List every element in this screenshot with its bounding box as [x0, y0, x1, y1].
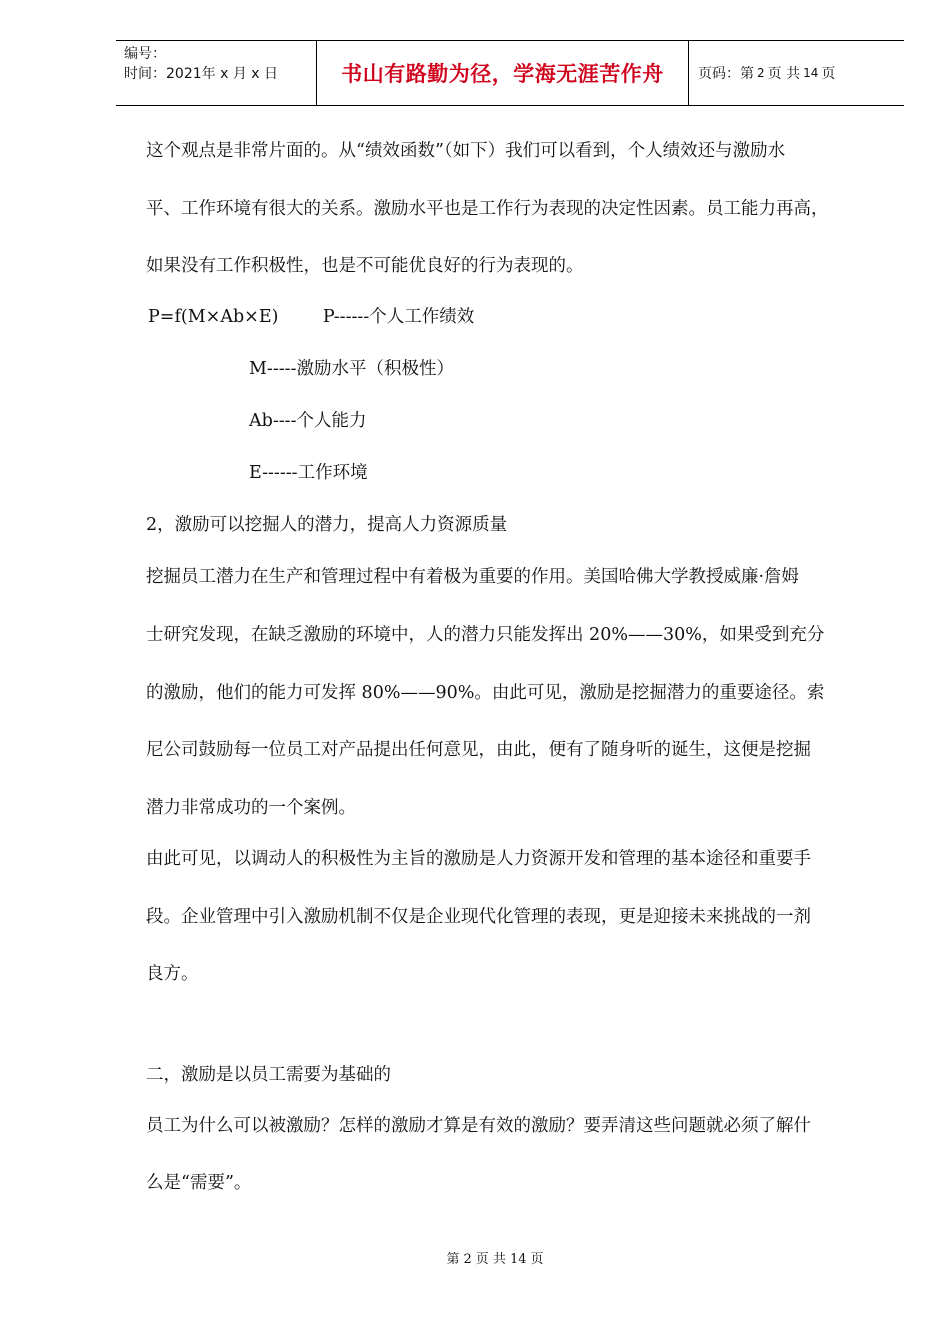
section-heading: 二，激励是以员工需要为基础的 [146, 1065, 391, 1085]
paragraph-line: 么是“需要”。 [146, 1173, 252, 1193]
formula-line: P=f(M×Ab×E) P------个人工作绩效 [148, 307, 475, 327]
header-page-mid: 页 共 [767, 66, 801, 82]
header-number: 编号： [124, 46, 166, 62]
header-page-total: 14 [803, 66, 819, 80]
header-page-end: 页 [821, 66, 836, 82]
footer-mid: 页 共 [475, 1252, 506, 1267]
footer-prefix: 第 [446, 1252, 460, 1267]
paragraph-line: 潜力非常成功的一个案例。 [146, 798, 356, 818]
header-page-label: 页码：第 [698, 66, 754, 82]
header-page-num: 2 [757, 66, 765, 80]
paragraph-line: 良方。 [146, 964, 199, 984]
footer-total: 14 [509, 1252, 527, 1267]
header-year: 2021 [166, 66, 202, 82]
footer-suffix: 页 [530, 1252, 544, 1267]
paragraph-line: 由此可见，以调动人的积极性为主旨的激励是人力资源开发和管理的基本途径和重要手 [146, 849, 811, 869]
paragraph-line: 这个观点是非常片面的。从“绩效函数”（如下）我们可以看到，个人绩效还与激励水 [146, 141, 786, 161]
page-header [116, 40, 904, 106]
header-page-info [689, 41, 904, 105]
paragraph-line: 员工为什么可以被激励？怎样的激励才算是有效的激励？要弄清这些问题就必须了解什 [146, 1116, 811, 1136]
page-footer [0, 1248, 950, 1267]
formula-variable-ab: Ab----个人能力 [249, 411, 367, 431]
header-meta [116, 41, 316, 105]
formula-variable-e: E------工作环境 [249, 463, 368, 483]
formula-variable-m: M-----激励水平（积极性） [249, 359, 454, 379]
paragraph-line: 尼公司鼓励每一位员工对产品提出任何意见，由此，便有了随身听的诞生，这便是挖掘 [146, 740, 811, 760]
section-heading: 2，激励可以挖掘人的潜力，提高人力资源质量 [146, 515, 508, 535]
footer-page: 2 [463, 1252, 472, 1267]
header-time [124, 64, 316, 84]
paragraph-line: 的激励，他们的能力可发挥 80%——90%。由此可见，激励是挖掘潜力的重要途径。索 [146, 683, 825, 703]
paragraph-line: 士研究发现，在缺乏激励的环境中，人的潜力只能发挥出 20%——30%，如果受到充分 [146, 625, 825, 645]
header-motto: 书山有路勤为径，学海无涯苦作舟 [316, 41, 689, 105]
header-time-label: 时间： [124, 66, 166, 82]
paragraph-line: 挖掘员工潜力在生产和管理过程中有着极为重要的作用。美国哈佛大学教授威廉·詹姆 [146, 567, 800, 587]
paragraph-line: 如果没有工作积极性，也是不可能优良好的行为表现的。 [146, 256, 584, 276]
paragraph-line: 平、工作环境有很大的关系。激励水平也是工作行为表现的决定性因素。员工能力再高， [146, 199, 829, 219]
header-date-rest: 年 x 月 x 日 [201, 66, 279, 82]
paragraph-line: 段。企业管理中引入激励机制不仅是企业现代化管理的表现，更是迎接未来挑战的一剂 [146, 907, 811, 927]
